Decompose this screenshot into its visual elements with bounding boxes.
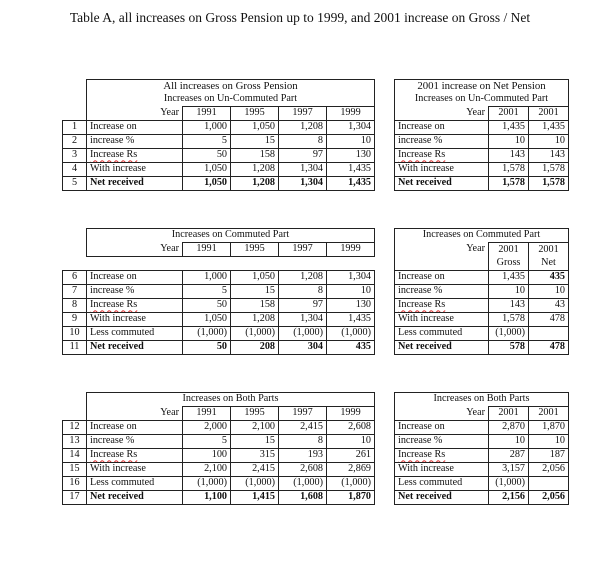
page-title: Table A, all increases on Gross Pension up to 1999, and 2001 increase on Gross / Net <box>69 10 531 25</box>
value-cell: (1,000) <box>327 477 375 491</box>
value-cell: (1,000) <box>231 477 279 491</box>
year-header: 1995 <box>231 407 279 421</box>
row-label: Increase on <box>395 121 489 135</box>
row-number: 16 <box>63 477 87 491</box>
value-cell: 50 <box>183 299 231 313</box>
value-cell: 130 <box>327 149 375 163</box>
right-header: 2001 increase on Net Pension <box>395 80 569 94</box>
row-number: 1 <box>63 121 87 135</box>
table-row <box>63 449 569 463</box>
row-number: 2 <box>63 135 87 149</box>
year-label: Year <box>395 243 489 257</box>
row-label: Increase Rs <box>87 299 183 313</box>
row-number: 13 <box>63 435 87 449</box>
value-cell: 97 <box>279 149 327 163</box>
value-cell: 158 <box>231 149 279 163</box>
value-cell: 15 <box>231 135 279 149</box>
row-label: increase % <box>87 285 183 299</box>
row-label: Increase Rs <box>87 449 183 463</box>
year-header: 1991 <box>183 407 231 421</box>
row-number: 6 <box>63 271 87 285</box>
year-header: 1999 <box>327 107 375 121</box>
row-number: 3 <box>63 149 87 163</box>
value-cell: 1,208 <box>279 271 327 285</box>
value-cell: 1,578 <box>529 177 569 191</box>
value-cell: 97 <box>279 299 327 313</box>
row-number: 8 <box>63 299 87 313</box>
value-cell: 1,304 <box>327 271 375 285</box>
value-cell: 1,208 <box>231 313 279 327</box>
value-cell: 1,050 <box>183 177 231 191</box>
value-cell: 2,608 <box>279 463 327 477</box>
row-label: With increase <box>395 163 489 177</box>
row-label: Increase on <box>395 421 489 435</box>
row-label: With increase <box>395 463 489 477</box>
row-number: 4 <box>63 163 87 177</box>
value-cell: 1,304 <box>279 163 327 177</box>
value-cell: 143 <box>489 149 529 163</box>
value-cell: 5 <box>183 435 231 449</box>
value-cell: 1,435 <box>489 271 529 285</box>
value-cell: 8 <box>279 135 327 149</box>
table-row <box>63 163 569 177</box>
row-number: 12 <box>63 421 87 435</box>
row-label: increase % <box>395 285 489 299</box>
value-cell: 10 <box>529 285 569 299</box>
value-cell: 1,870 <box>327 491 375 505</box>
value-cell: (1,000) <box>183 327 231 341</box>
value-cell: 315 <box>231 449 279 463</box>
value-cell: 10 <box>327 435 375 449</box>
value-cell: 578 <box>489 341 529 355</box>
row-label: Net received <box>87 177 183 191</box>
right-header: Increases on Both Parts <box>395 393 569 407</box>
table-row <box>63 435 569 449</box>
row-label: Increase Rs <box>395 449 489 463</box>
row-label: Increase on <box>87 271 183 285</box>
value-cell: 10 <box>327 285 375 299</box>
value-cell: 1,435 <box>327 177 375 191</box>
gross-subheader: Gross <box>489 257 529 271</box>
value-cell: (1,000) <box>489 477 529 491</box>
value-cell: 1,870 <box>529 421 569 435</box>
value-cell: 10 <box>529 435 569 449</box>
row-label: Net received <box>395 177 489 191</box>
year-label: Year <box>395 107 489 121</box>
value-cell: (1,000) <box>183 477 231 491</box>
value-cell: 10 <box>327 135 375 149</box>
value-cell: 100 <box>183 449 231 463</box>
table-row <box>63 341 569 355</box>
value-cell: 1,608 <box>279 491 327 505</box>
value-cell: 130 <box>327 299 375 313</box>
row-label: With increase <box>87 163 183 177</box>
table-row <box>63 327 569 341</box>
value-cell: 1,208 <box>231 177 279 191</box>
value-cell: 158 <box>231 299 279 313</box>
value-cell: 5 <box>183 285 231 299</box>
value-cell <box>529 477 569 491</box>
row-label: Increase Rs <box>395 149 489 163</box>
row-label: With increase <box>87 463 183 477</box>
right-subheader: Increases on Un-Commuted Part <box>395 93 569 107</box>
year-label: Year <box>87 243 183 257</box>
table-row <box>63 421 569 435</box>
row-label: With increase <box>87 313 183 327</box>
row-label: Less commuted <box>87 477 183 491</box>
value-cell: 435 <box>327 341 375 355</box>
row-label: Increase Rs <box>87 149 183 163</box>
value-cell: 10 <box>489 285 529 299</box>
left-header: Increases on Both Parts <box>87 393 375 407</box>
value-cell: 478 <box>529 341 569 355</box>
row-number: 5 <box>63 177 87 191</box>
table-row <box>63 149 569 163</box>
year-label: Year <box>395 407 489 421</box>
year-label: Year <box>87 407 183 421</box>
table-row <box>63 477 569 491</box>
year-header: 1991 <box>183 243 231 257</box>
value-cell: 261 <box>327 449 375 463</box>
value-cell: (1,000) <box>279 477 327 491</box>
value-cell: 10 <box>489 435 529 449</box>
row-label: With increase <box>395 313 489 327</box>
year-header: 1999 <box>327 407 375 421</box>
row-label: Net received <box>395 341 489 355</box>
left-header: Increases on Commuted Part <box>87 229 375 243</box>
right-header: Increases on Commuted Part <box>395 229 569 243</box>
left-subheader: Increases on Un-Commuted Part <box>87 93 375 107</box>
value-cell: 2,156 <box>489 491 529 505</box>
value-cell: 304 <box>279 341 327 355</box>
value-cell: 1,578 <box>529 163 569 177</box>
value-cell: 1,208 <box>279 121 327 135</box>
value-cell: 1,304 <box>279 313 327 327</box>
value-cell: 2,100 <box>183 463 231 477</box>
table-section-1 <box>62 79 569 191</box>
value-cell: 15 <box>231 435 279 449</box>
table-row <box>63 271 569 285</box>
year-label: Year <box>87 107 183 121</box>
table-row <box>63 463 569 477</box>
year-header: 1997 <box>279 243 327 257</box>
year-header: 2001 <box>489 407 529 421</box>
row-label: Less commuted <box>395 477 489 491</box>
table-row <box>63 491 569 505</box>
year-header: 1997 <box>279 407 327 421</box>
row-number: 11 <box>63 341 87 355</box>
left-header: All increases on Gross Pension <box>87 80 375 94</box>
row-label: Increase on <box>87 121 183 135</box>
year-header: 1995 <box>231 243 279 257</box>
value-cell: 435 <box>529 271 569 285</box>
row-label: Increase on <box>87 421 183 435</box>
value-cell: (1,000) <box>489 327 529 341</box>
year-header: 1991 <box>183 107 231 121</box>
value-cell: 10 <box>489 135 529 149</box>
year-header: 1995 <box>231 107 279 121</box>
value-cell: 287 <box>489 449 529 463</box>
row-label: increase % <box>395 135 489 149</box>
value-cell: 2,608 <box>327 421 375 435</box>
row-number: 9 <box>63 313 87 327</box>
value-cell: 50 <box>183 341 231 355</box>
value-cell: (1,000) <box>231 327 279 341</box>
row-label: Net received <box>87 491 183 505</box>
value-cell <box>529 327 569 341</box>
row-number: 17 <box>63 491 87 505</box>
value-cell: 8 <box>279 435 327 449</box>
net-subheader: Net <box>529 257 569 271</box>
year-header: 1997 <box>279 107 327 121</box>
table-row <box>63 177 569 191</box>
value-cell: 1,578 <box>489 177 529 191</box>
row-label: Less commuted <box>87 327 183 341</box>
table-row <box>63 299 569 313</box>
value-cell: 1,050 <box>231 271 279 285</box>
value-cell: 1,000 <box>183 271 231 285</box>
row-label: Net received <box>395 491 489 505</box>
row-label: Increase Rs <box>395 299 489 313</box>
row-number: 7 <box>63 285 87 299</box>
row-label: Increase on <box>395 271 489 285</box>
value-cell: 1,100 <box>183 491 231 505</box>
value-cell: 1,435 <box>327 163 375 177</box>
value-cell: 15 <box>231 285 279 299</box>
year-header: 1999 <box>327 243 375 257</box>
row-label: Net received <box>87 341 183 355</box>
value-cell: 2,056 <box>529 463 569 477</box>
value-cell: 1,050 <box>231 121 279 135</box>
value-cell: (1,000) <box>327 327 375 341</box>
table-row <box>63 285 569 299</box>
value-cell: 5 <box>183 135 231 149</box>
row-label: Less commuted <box>395 327 489 341</box>
table-row <box>63 135 569 149</box>
value-cell: 1,304 <box>279 177 327 191</box>
row-label: increase % <box>87 435 183 449</box>
value-cell: 8 <box>279 285 327 299</box>
value-cell: 2,415 <box>231 463 279 477</box>
value-cell: 1,435 <box>529 121 569 135</box>
row-label: increase % <box>87 135 183 149</box>
year-header: 2001 <box>489 107 529 121</box>
value-cell: 2,415 <box>279 421 327 435</box>
table-row <box>63 313 569 327</box>
value-cell: 187 <box>529 449 569 463</box>
value-cell: 1,304 <box>327 121 375 135</box>
year-header: 2001 <box>489 243 529 257</box>
value-cell: 1,050 <box>183 313 231 327</box>
value-cell: 3,157 <box>489 463 529 477</box>
value-cell: 50 <box>183 149 231 163</box>
value-cell: 208 <box>231 341 279 355</box>
value-cell: 2,870 <box>489 421 529 435</box>
table-row <box>63 121 569 135</box>
row-number: 10 <box>63 327 87 341</box>
year-header: 2001 <box>529 407 569 421</box>
value-cell: 143 <box>529 149 569 163</box>
year-header: 2001 <box>529 243 569 257</box>
row-number: 14 <box>63 449 87 463</box>
value-cell: 1,435 <box>489 121 529 135</box>
value-cell: 2,000 <box>183 421 231 435</box>
value-cell: 2,056 <box>529 491 569 505</box>
value-cell: 193 <box>279 449 327 463</box>
value-cell: 1,208 <box>231 163 279 177</box>
value-cell: 1,578 <box>489 163 529 177</box>
row-number: 15 <box>63 463 87 477</box>
value-cell: 478 <box>529 313 569 327</box>
value-cell: 1,435 <box>327 313 375 327</box>
table-section-2 <box>62 228 569 355</box>
value-cell: 1,415 <box>231 491 279 505</box>
value-cell: 1,000 <box>183 121 231 135</box>
value-cell: 1,050 <box>183 163 231 177</box>
value-cell: 2,869 <box>327 463 375 477</box>
value-cell: 43 <box>529 299 569 313</box>
row-label: increase % <box>395 435 489 449</box>
value-cell: (1,000) <box>279 327 327 341</box>
value-cell: 2,100 <box>231 421 279 435</box>
value-cell: 1,578 <box>489 313 529 327</box>
value-cell: 143 <box>489 299 529 313</box>
table-section-3 <box>62 392 569 505</box>
value-cell: 10 <box>529 135 569 149</box>
year-header: 2001 <box>529 107 569 121</box>
